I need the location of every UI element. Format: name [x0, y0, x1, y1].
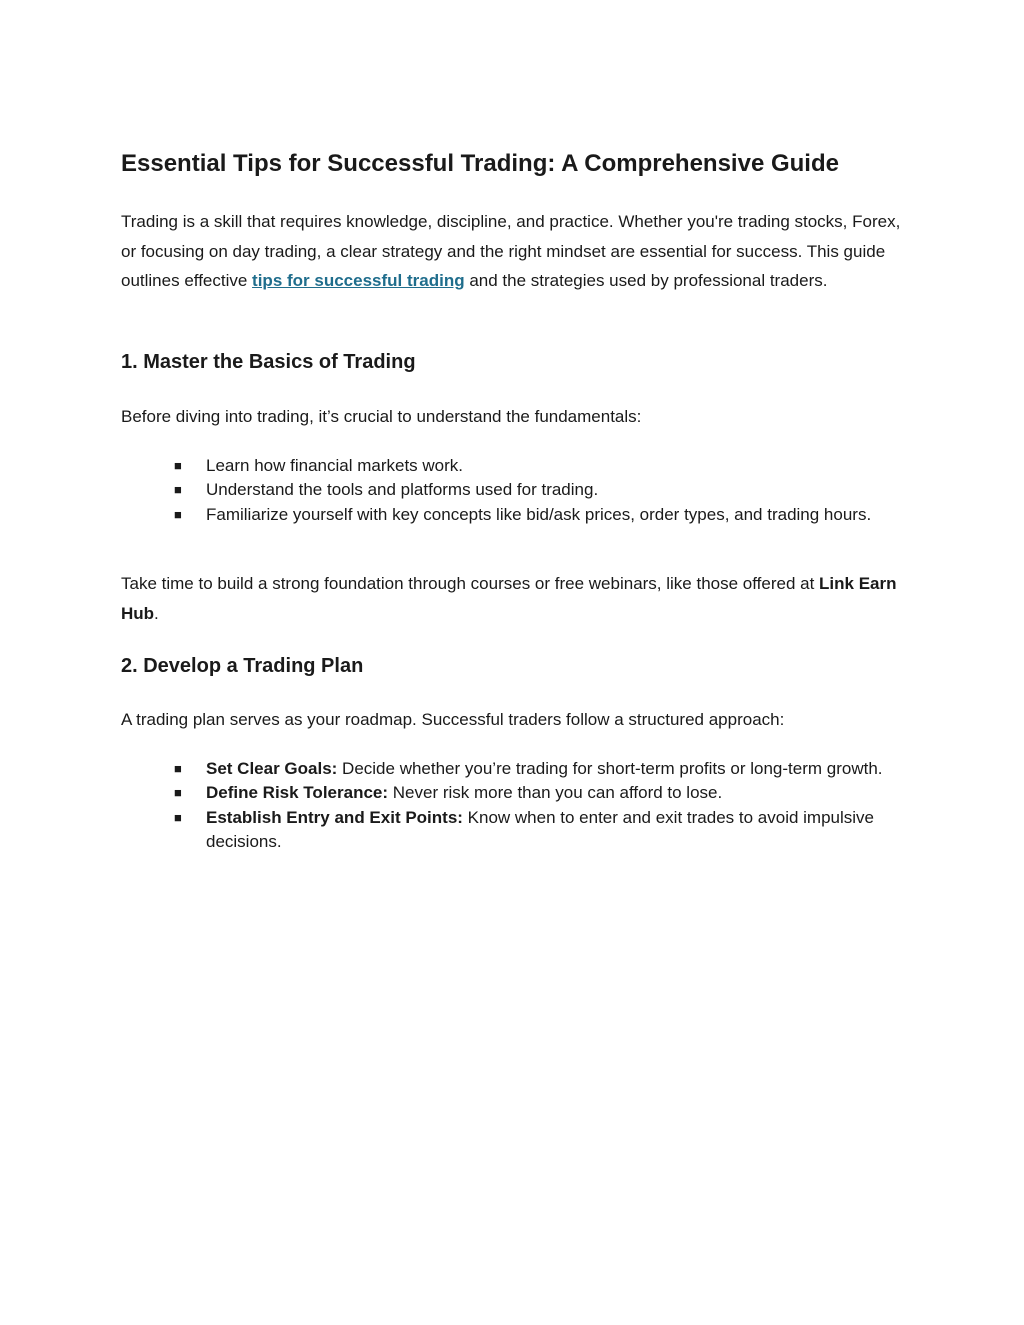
bullet-icon: ■ [174, 761, 182, 776]
list-item-text: Learn how financial markets work. [206, 456, 464, 475]
bullet-icon: ■ [174, 506, 182, 522]
list-item-bold-label: Establish Entry and Exit Points: [206, 807, 463, 827]
list-item [121, 478, 911, 502]
list-item-text: Know when to enter and exit trades to avoid impulsive decisions. [206, 807, 875, 851]
intro-text-after-link: and the strategies used by professional traders. [464, 271, 828, 290]
section-2-heading: 2. Develop a Trading Plan [121, 655, 364, 677]
section-1-closing [121, 569, 911, 628]
list-item [121, 806, 911, 855]
list-item-text: Familiarize yourself with key concepts like bid/ask prices, order types, and trading hours. [206, 504, 872, 524]
section-1-list [121, 454, 911, 527]
intro-text-before-link: Trading is a skill that requires knowledge, discipline, and practice. Whether you're trading stocks, Forex, or focusing on day trading, a clear strategy and the right mindset are essential for success. This guide outlines effective [121, 212, 901, 290]
list-item [121, 454, 911, 478]
section-1-lead: Before diving into trading, it’s crucial to understand the fundamentals: [121, 407, 642, 426]
section-1-heading: 1. Master the Basics of Trading [121, 351, 416, 373]
bullet-icon: ■ [174, 458, 182, 473]
list-item [121, 781, 911, 805]
bullet-icon: ■ [174, 809, 182, 825]
bullet-icon: ■ [174, 482, 182, 498]
closing-period: . [154, 603, 159, 623]
list-item [121, 757, 911, 781]
section-2-list [121, 757, 911, 854]
section-2-lead: A trading plan serves as your roadmap. Successful traders follow a structured approach: [121, 710, 785, 729]
list-item [121, 503, 911, 527]
link-earn-hub-name: Link Earn Hub [121, 574, 897, 623]
list-item-bold-label: Define Risk Tolerance: [206, 783, 389, 803]
tips-link[interactable]: tips for successful trading [252, 271, 465, 290]
list-item-text: Decide whether you’re trading for short-term profits or long-term growth. [337, 759, 883, 778]
list-item-bold-label: Set Clear Goals: [206, 759, 338, 778]
closing-text: Take time to build a strong foundation through courses or free webinars, like those offered at [121, 574, 820, 593]
page-title: Essential Tips for Successful Trading: A Comprehensive Guide [121, 150, 839, 177]
list-item-text: Never risk more than you can afford to lose. [388, 783, 723, 803]
bullet-icon: ■ [174, 785, 182, 801]
intro-paragraph [121, 207, 911, 296]
list-item-text: Understand the tools and platforms used for trading. [206, 480, 599, 500]
